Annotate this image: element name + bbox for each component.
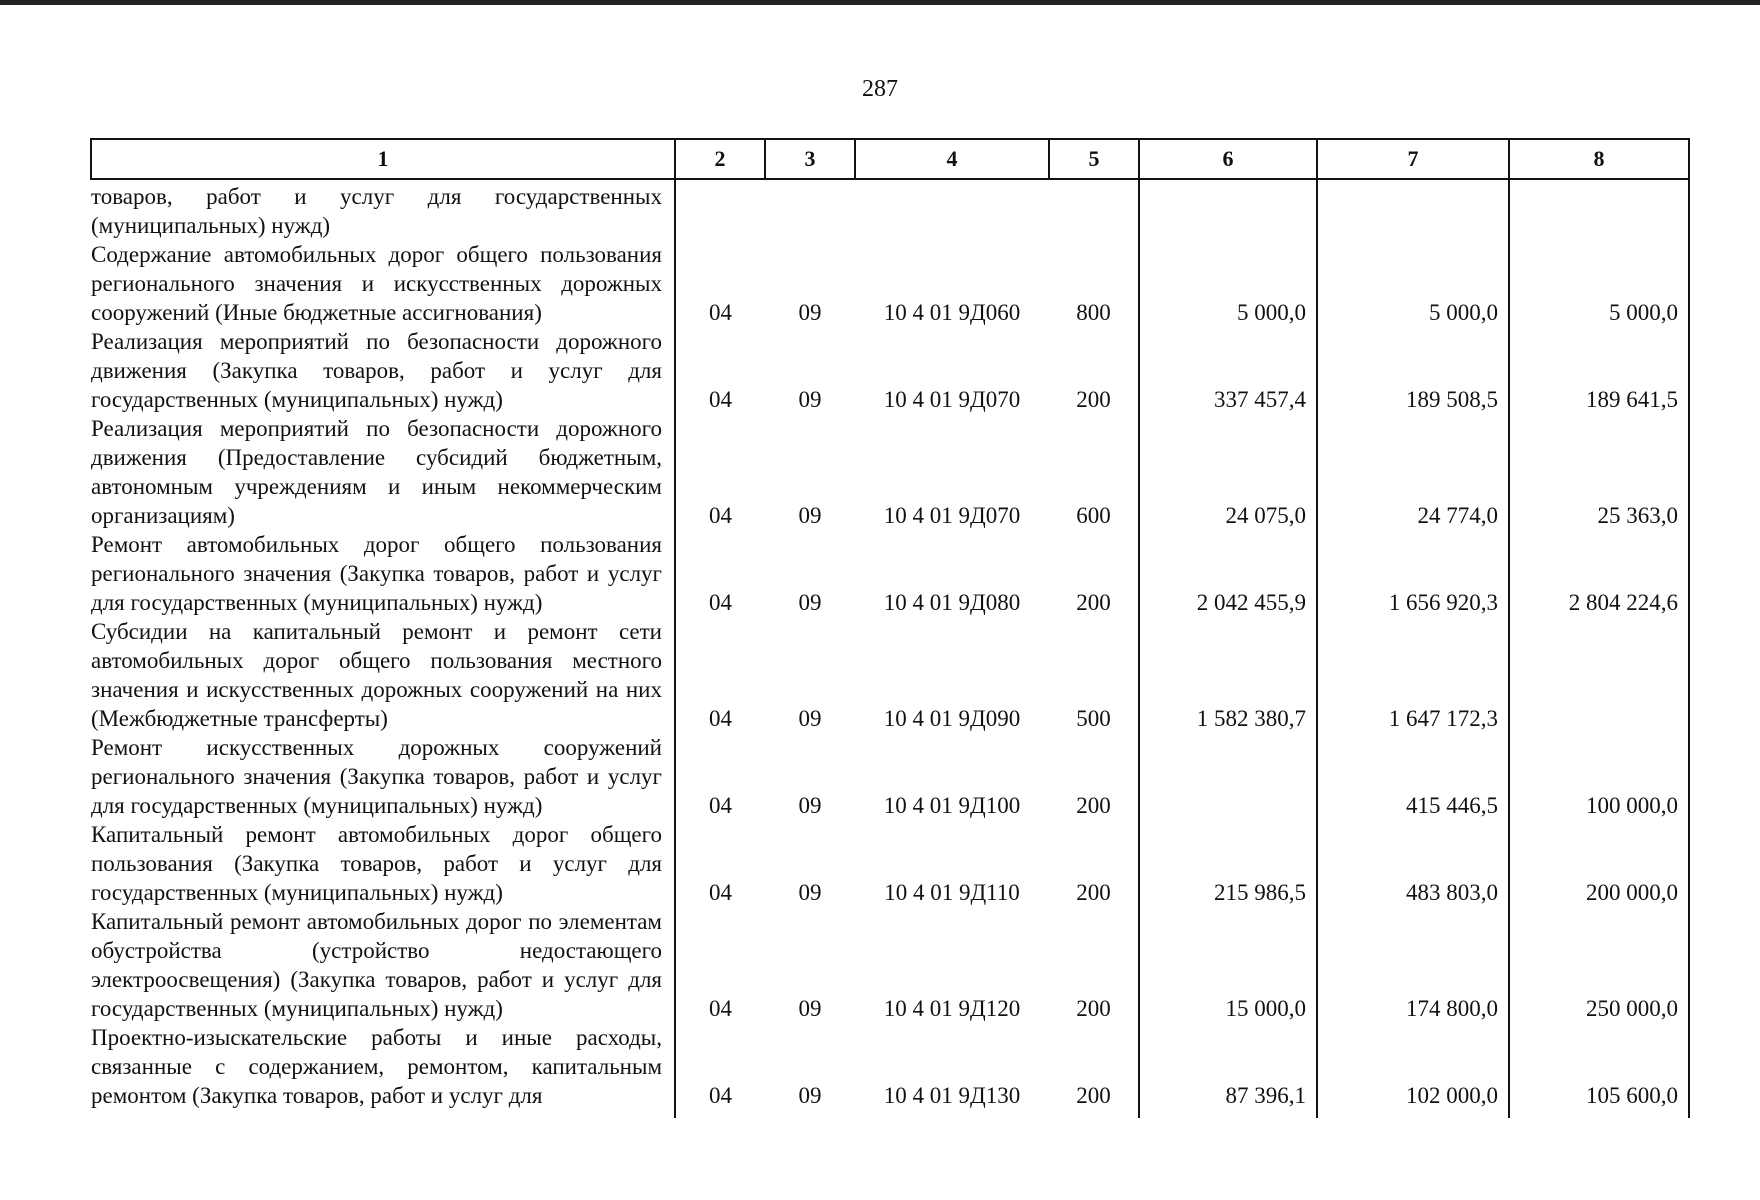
column-header-8: 8 [1509, 139, 1689, 179]
row-expense-type: 200 [1049, 820, 1139, 907]
row-name: Проектно-изыскательские работы и иные расходы, связанные с содержанием, ремонтом, капитальным ремонтом (Закупка товаров, работ и услуг для [91, 1023, 675, 1118]
row-section: 04 [709, 706, 732, 731]
row-value-8: 250 000,0 [1509, 907, 1689, 1023]
row-name: Капитальный ремонт автомобильных дорог по элементам обустройства (устройство недостающего электроосвещения) (Закупка товаров, работ и услуг для государственных (муниципальных) нужд) [91, 907, 675, 1023]
table-row [91, 617, 1689, 733]
budget-table [90, 138, 1690, 1118]
table-row [91, 179, 1689, 240]
table-row [91, 240, 1689, 327]
row-value-7: 1 656 920,3 [1317, 530, 1509, 617]
row-section: 04 [709, 996, 732, 1021]
scan-top-edge [0, 0, 1760, 5]
table-row [91, 414, 1689, 530]
row-target-code: 10 4 01 9Д070 [883, 503, 1021, 528]
row-target-code: 10 4 01 9Д110 [884, 880, 1020, 905]
row-expense-type: 200 [1049, 530, 1139, 617]
row-expense-type: 600 [1049, 414, 1139, 530]
row-value-7: 5 000,0 [1317, 240, 1509, 327]
row-value-7: 174 800,0 [1317, 907, 1509, 1023]
row-subsection: 09 [798, 503, 822, 528]
row-value-6: 1 582 380,7 [1139, 617, 1317, 733]
row-subsection: 09 [798, 880, 822, 905]
row-target-code: 10 4 01 9Д070 [883, 387, 1021, 412]
table-row [91, 907, 1689, 1023]
row-value-7: 24 774,0 [1317, 414, 1509, 530]
row-value-6: 337 457,4 [1139, 327, 1317, 414]
row-value-7: 415 446,5 [1317, 733, 1509, 820]
row-expense-type: 200 [1049, 327, 1139, 414]
column-header-4: 4 [855, 139, 1049, 179]
page-number: 287 [862, 76, 898, 102]
row-value-6: 2 042 455,9 [1139, 530, 1317, 617]
row-target-code: 10 4 01 9Д060 [883, 300, 1021, 325]
row-value-8: 189 641,5 [1509, 327, 1689, 414]
column-header-6: 6 [1139, 139, 1317, 179]
row-value-8: 5 000,0 [1509, 240, 1689, 327]
row-name: Реализация мероприятий по безопасности дорожного движения (Предоставление субсидий бюджетным, автономным учреждениям и иным некоммерческим организациям) [91, 414, 675, 530]
row-expense-type: 200 [1049, 1023, 1139, 1118]
table-row [91, 820, 1689, 907]
row-value-8: 200 000,0 [1509, 820, 1689, 907]
row-section [675, 179, 765, 240]
row-name: Содержание автомобильных дорог общего пользования регионального значения и искусственных дорожных сооружений (Иные бюджетные ассигнования) [91, 240, 675, 327]
row-value-7: 189 508,5 [1317, 327, 1509, 414]
row-value-6: 215 986,5 [1139, 820, 1317, 907]
column-header-7: 7 [1317, 139, 1509, 179]
row-section: 04 [709, 1083, 732, 1108]
row-value-6: 24 075,0 [1139, 414, 1317, 530]
table-row [91, 1023, 1689, 1118]
table-row [91, 530, 1689, 617]
row-name: товаров, работ и услуг для государственных (муниципальных) нужд) [91, 179, 675, 240]
row-value-8: 105 600,0 [1509, 1023, 1689, 1118]
row-value-8 [1509, 179, 1689, 240]
table-row [91, 327, 1689, 414]
row-section: 04 [709, 590, 732, 615]
row-target-code: 10 4 01 9Д090 [883, 706, 1021, 731]
table-row [91, 733, 1689, 820]
row-value-8 [1509, 617, 1689, 733]
table-header-row [91, 139, 1689, 179]
row-expense-type [1049, 179, 1139, 240]
row-value-7: 102 000,0 [1317, 1023, 1509, 1118]
row-value-6 [1139, 179, 1317, 240]
row-value-8: 2 804 224,6 [1509, 530, 1689, 617]
row-section: 04 [709, 300, 732, 325]
row-section: 04 [709, 503, 732, 528]
column-header-3: 3 [765, 139, 855, 179]
row-subsection: 09 [798, 590, 822, 615]
row-section: 04 [709, 387, 732, 412]
row-name: Ремонт автомобильных дорог общего пользования регионального значения (Закупка товаров, работ и услуг для государственных (муниципальных) нужд) [91, 530, 675, 617]
row-name: Субсидии на капитальный ремонт и ремонт сети автомобильных дорог общего пользования местного значения и искусственных дорожных сооружений на них (Межбюджетные трансферты) [91, 617, 675, 733]
column-header-1: 1 [91, 139, 675, 179]
row-target-code: 10 4 01 9Д100 [883, 793, 1021, 818]
column-header-5: 5 [1049, 139, 1139, 179]
row-section: 04 [709, 793, 732, 818]
row-value-6: 5 000,0 [1139, 240, 1317, 327]
column-header-2: 2 [675, 139, 765, 179]
row-subsection: 09 [798, 387, 822, 412]
row-subsection: 09 [798, 793, 822, 818]
row-value-7: 483 803,0 [1317, 820, 1509, 907]
row-value-7 [1317, 179, 1509, 240]
row-name: Капитальный ремонт автомобильных дорог общего пользования (Закупка товаров, работ и услуг для государственных (муниципальных) нужд) [91, 820, 675, 907]
row-subsection: 09 [798, 1083, 822, 1108]
row-subsection [765, 179, 855, 240]
row-value-7: 1 647 172,3 [1317, 617, 1509, 733]
row-name: Ремонт искусственных дорожных сооружений регионального значения (Закупка товаров, работ и услуг для государственных (муниципальных) нужд) [91, 733, 675, 820]
row-name: Реализация мероприятий по безопасности дорожного движения (Закупка товаров, работ и услуг для государственных (муниципальных) нужд) [91, 327, 675, 414]
row-expense-type: 200 [1049, 733, 1139, 820]
row-value-6: 15 000,0 [1139, 907, 1317, 1023]
row-subsection: 09 [798, 996, 822, 1021]
row-subsection: 09 [798, 300, 822, 325]
row-target-code: 10 4 01 9Д130 [883, 1083, 1021, 1108]
row-target-code: 10 4 01 9Д080 [883, 590, 1021, 615]
row-expense-type: 200 [1049, 907, 1139, 1023]
row-value-6 [1139, 733, 1317, 820]
row-value-8: 100 000,0 [1509, 733, 1689, 820]
row-target-code: 10 4 01 9Д120 [883, 996, 1021, 1021]
row-target-code [855, 179, 1049, 240]
row-subsection: 09 [798, 706, 822, 731]
row-value-6: 87 396,1 [1139, 1023, 1317, 1118]
row-section: 04 [709, 880, 732, 905]
row-expense-type: 800 [1049, 240, 1139, 327]
row-value-8: 25 363,0 [1509, 414, 1689, 530]
row-expense-type: 500 [1049, 617, 1139, 733]
